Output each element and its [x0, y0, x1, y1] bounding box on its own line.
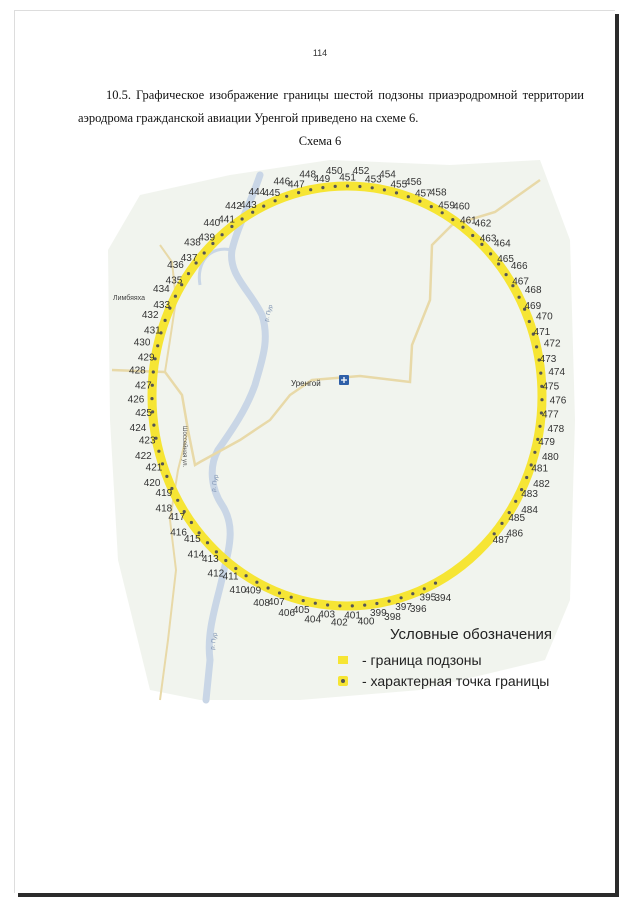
boundary-point-label: 394: [434, 592, 452, 604]
boundary-point-label: 407: [268, 597, 285, 608]
boundary-point: [400, 596, 403, 599]
boundary-point-label: 419: [155, 488, 173, 499]
boundary-point-label: 414: [187, 549, 205, 561]
boundary-point-label: 421: [145, 462, 163, 474]
boundary-point: [346, 184, 349, 187]
boundary-point-label: 401: [344, 610, 361, 622]
boundary-point-label: 437: [180, 252, 198, 264]
boundary-point: [500, 522, 503, 525]
boundary-point-label: 425: [135, 408, 152, 419]
boundary-point: [150, 397, 153, 400]
boundary-point-label: 432: [141, 310, 159, 322]
boundary-point: [176, 499, 179, 502]
boundary-point-label: 442: [225, 201, 242, 212]
legend-item-point: [338, 673, 549, 689]
legend-item-label: - характерная точка границы: [362, 673, 550, 689]
legend-item-label: - граница подзоны: [362, 652, 482, 668]
boundary-point-label: 440: [203, 217, 221, 229]
boundary-point-label: 405: [292, 604, 310, 616]
boundary-point: [302, 599, 305, 602]
section-paragraph: 10.5. Графическое изображение границы шестой подзоны приаэродромной территории аэродрома гражданской авиации Уренгой приведено на схеме 6.: [78, 88, 584, 125]
boundary-point: [152, 370, 155, 373]
river-label: р. Пур: [211, 474, 220, 493]
boundary-point: [290, 596, 293, 599]
boundary-point-label: 413: [202, 554, 219, 566]
boundary-point-label: 411: [222, 571, 239, 583]
boundary-point: [539, 372, 542, 375]
boundary-point: [326, 603, 329, 606]
boundary-point-label: 478: [547, 424, 565, 436]
boundary-point: [535, 345, 538, 348]
boundary-point-label: 461: [460, 215, 477, 227]
boundary-point: [224, 559, 227, 562]
boundary-point-label: 395: [419, 592, 437, 604]
boundary-point-label: 483: [521, 489, 538, 501]
boundary-point: [309, 188, 312, 191]
boundary-point: [152, 424, 155, 427]
boundary-point-label: 441: [218, 214, 235, 226]
airport-icon: [339, 375, 349, 385]
boundary-point-label: 396: [409, 604, 427, 616]
boundary-point-label: 418: [155, 503, 173, 515]
boundary-point: [241, 217, 244, 220]
boundary-point: [164, 319, 167, 322]
boundary-point-label: 423: [138, 435, 156, 447]
boundary-point-label: 408: [253, 598, 270, 610]
boundary-point-label: 477: [541, 409, 559, 421]
boundary-point: [471, 234, 474, 237]
boundary-point: [434, 582, 437, 585]
boundary-point-label: 458: [429, 187, 447, 199]
boundary-point: [215, 550, 218, 553]
boundary-point-label: 431: [144, 325, 161, 337]
boundary-point: [234, 567, 237, 570]
boundary-point: [206, 541, 209, 544]
boundary-point-label: 427: [134, 380, 152, 392]
boundary-point: [245, 574, 248, 577]
boundary-point-label: 400: [357, 616, 375, 628]
boundary-point-label: 485: [508, 513, 526, 525]
boundary-point-label: 482: [533, 479, 550, 491]
boundary-point-label: 404: [304, 614, 322, 626]
boundary-point-label: 456: [405, 177, 422, 188]
boundary-point-label: 426: [127, 394, 145, 406]
boundary-point-label: 469: [524, 301, 542, 312]
boundary-point: [190, 521, 193, 524]
page-number: 114: [312, 48, 328, 58]
boundary-point: [388, 600, 391, 603]
boundary-point: [251, 211, 254, 214]
boundary-point-label: 409: [244, 585, 262, 597]
boundary-point: [533, 451, 536, 454]
boundary-point-label: 416: [170, 527, 187, 539]
zone-boundary-swatch: [338, 656, 348, 664]
boundary-point-label: 424: [129, 422, 147, 434]
boundary-point-label: 449: [313, 174, 331, 186]
boundary-point-label: 454: [379, 169, 396, 181]
boundary-point-label: 466: [510, 260, 528, 272]
boundary-point-label: 460: [453, 201, 470, 213]
boundary-point-label: 486: [506, 528, 524, 540]
boundary-point-label: 422: [135, 450, 152, 462]
boundary-point-label: 470: [535, 311, 553, 323]
boundary-point-label: 479: [538, 436, 555, 448]
boundary-point-label: 468: [524, 285, 542, 297]
boundary-point-label: 476: [549, 395, 567, 407]
boundary-point: [174, 295, 177, 298]
boundary-point-label: 444: [248, 187, 266, 199]
boundary-point-label: 447: [287, 179, 305, 191]
boundary-point: [338, 604, 341, 607]
boundary-point-label: 464: [493, 238, 511, 250]
boundary-point-label: 402: [331, 617, 348, 629]
boundary-point-label: 399: [369, 607, 387, 619]
boundary-point: [187, 272, 190, 275]
boundary-point-label: 398: [384, 612, 401, 624]
boundary-point-label: 448: [299, 169, 317, 181]
river-label: р. Пур: [264, 304, 275, 323]
boundary-point: [395, 191, 398, 194]
boundary-point: [418, 200, 421, 203]
boundary-point-label: 465: [497, 253, 514, 265]
boundary-point-label: 484: [521, 504, 538, 516]
boundary-point: [321, 186, 324, 189]
boundary-point: [514, 500, 517, 503]
boundary-point-label: 452: [352, 166, 370, 177]
boundary-point-label: 445: [263, 187, 281, 199]
boundary-point-label: 453: [365, 174, 382, 186]
boundary-point: [262, 205, 265, 208]
boundary-point: [157, 450, 160, 453]
boundary-point-label: 428: [129, 365, 146, 377]
boundary-point: [274, 199, 277, 202]
boundary-point-label: 475: [542, 381, 560, 393]
boundary-point: [165, 475, 168, 478]
boundary-point-label: 435: [165, 275, 183, 287]
boundary-point: [411, 592, 414, 595]
boundary-point-label: 415: [183, 534, 201, 546]
place-label-urengoy: Уренгой: [291, 379, 321, 388]
boundary-point-label: 443: [240, 199, 257, 211]
legend-title: Условные обозначения: [390, 626, 553, 643]
boundary-point-label: 487: [492, 535, 510, 547]
boundary-point: [334, 185, 337, 188]
boundary-point: [525, 476, 528, 479]
boundary-point: [383, 188, 386, 191]
boundary-point-label: 474: [548, 366, 566, 378]
boundary-point-label: 455: [390, 179, 408, 191]
boundary-point: [297, 191, 300, 194]
boundary-point-label: 481: [531, 463, 549, 475]
boundary-point: [451, 218, 454, 221]
boundary-point: [518, 296, 521, 299]
boundary-point: [423, 587, 426, 590]
boundary-point-label: 412: [207, 568, 225, 580]
boundary-point-label: 463: [479, 233, 497, 245]
boundary-point: [314, 602, 317, 605]
boundary-point-label: 397: [395, 601, 412, 613]
boundary-point-label: 473: [539, 353, 557, 365]
boundary-point-label: 406: [278, 608, 296, 620]
road-label: Шоссейная ул.: [181, 426, 187, 468]
boundary-point-label: 417: [168, 512, 186, 524]
boundary-point-label: 429: [137, 352, 155, 364]
boundary-point: [371, 186, 374, 189]
boundary-point: [358, 185, 361, 188]
boundary-point-label: 446: [273, 176, 291, 188]
place-label-limbyayakha: Лимбяяха: [113, 295, 145, 302]
boundary-point-label: 467: [512, 276, 529, 288]
boundary-point: [156, 344, 159, 347]
boundary-point: [528, 320, 531, 323]
boundary-point-label: 450: [325, 165, 343, 177]
boundary-point-label: 433: [153, 299, 171, 311]
boundary-point: [363, 604, 366, 607]
boundary-point: [267, 586, 270, 589]
boundary-point-label: 434: [153, 284, 170, 296]
boundary-point: [375, 602, 378, 605]
boundary-point-label: 439: [198, 232, 216, 244]
boundary-point: [221, 233, 224, 236]
boundary-point-label: 480: [541, 452, 559, 464]
boundary-point: [505, 273, 508, 276]
boundary-point: [278, 591, 281, 594]
boundary-point-label: 403: [318, 609, 336, 621]
boundary-point-label: 436: [167, 259, 184, 271]
river-label: р. Пур: [210, 632, 219, 651]
boundary-point-label: 451: [339, 172, 356, 184]
boundary-point: [203, 251, 206, 254]
boundary-point-label: 459: [438, 200, 455, 212]
scheme-caption: Схема 6: [298, 134, 342, 148]
boundary-point: [407, 195, 410, 198]
boundary-point-label: 462: [474, 218, 492, 230]
boundary-point: [441, 211, 444, 214]
boundary-point-label: 420: [143, 478, 161, 489]
boundary-point-label: 457: [414, 188, 432, 200]
boundary-point-label: 438: [184, 237, 201, 249]
boundary-point: [430, 205, 433, 208]
legend-item-zone: [338, 652, 482, 668]
boundary-point: [489, 252, 492, 255]
boundary-point: [285, 195, 288, 198]
boundary-point-label: 410: [229, 584, 247, 596]
boundary-point-swatch: [338, 676, 348, 686]
boundary-point-label: 430: [133, 337, 151, 349]
boundary-point: [538, 425, 541, 428]
boundary-point-label: 471: [533, 326, 551, 338]
boundary-point: [351, 604, 354, 607]
boundary-point: [540, 398, 543, 401]
boundary-point: [255, 581, 258, 584]
boundary-point-label: 472: [543, 338, 561, 350]
